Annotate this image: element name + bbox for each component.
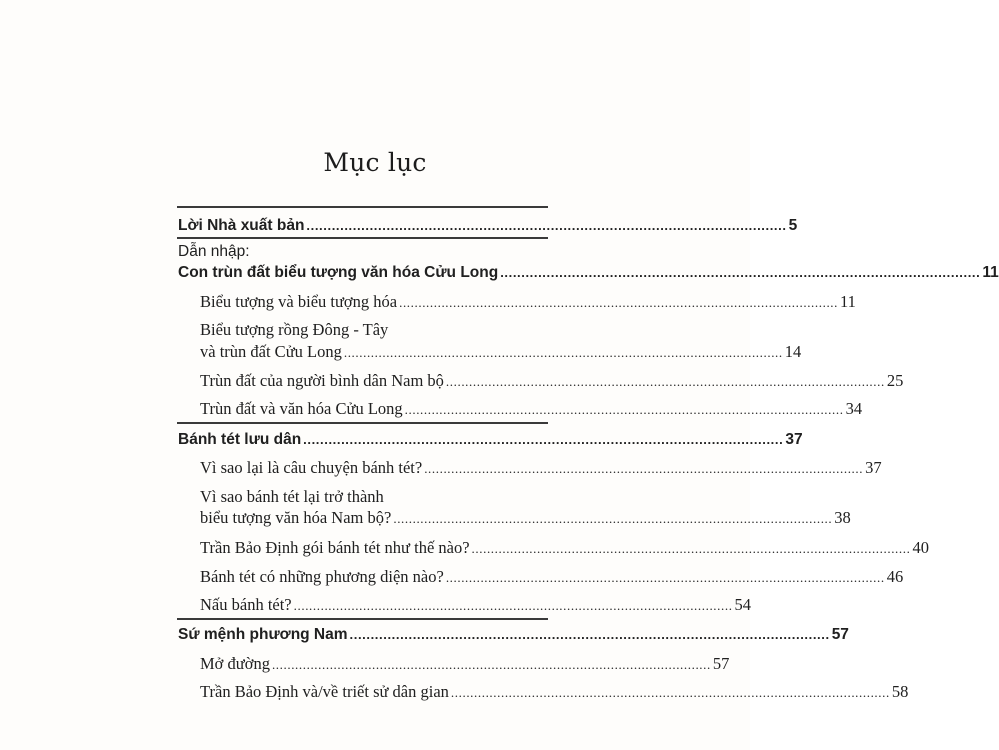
toc-entry-vi-sao-banh-tet[interactable]: [200, 458, 882, 477]
toc-entry-label: Trần Bảo Định và/về triết sử dân gian: [200, 682, 449, 701]
toc-entry-mo-duong[interactable]: [200, 654, 730, 673]
dot-leader: ..................................................................................................................: [271, 657, 711, 672]
toc-entry-label: Bánh tét có những phương diện nào?: [200, 567, 444, 586]
toc-entry-page: 54: [734, 595, 752, 614]
toc-entry-first-line: Vì sao bánh tét lại trở thành: [200, 487, 384, 506]
toc-entry-con-trun-dat[interactable]: [178, 264, 999, 281]
toc-entry-phuong-dien[interactable]: [200, 567, 904, 586]
divider-rule: [177, 618, 548, 620]
toc-entry-label: Mở đường: [200, 654, 270, 673]
dot-leader: ..................................................................................................................: [424, 461, 864, 476]
dot-leader: ..................................................................................................................: [450, 685, 890, 700]
toc-entry-page: 25: [886, 371, 904, 390]
dot-leader: ..................................................................................................................: [343, 345, 783, 360]
dot-leader: ..................................................................................................................: [471, 541, 911, 556]
toc-entry-label: Sứ mệnh phương Nam: [178, 626, 348, 643]
toc-entry-page: 57: [712, 654, 730, 673]
toc-entry-bieu-tuong-nam-bo[interactable]: [200, 508, 851, 527]
toc-entry-rong-dong-tay[interactable]: [200, 342, 802, 361]
toc-entry-page: 38: [834, 508, 851, 527]
dot-leader: ..................................................................................................................: [303, 432, 784, 447]
toc-entry-su-menh-phuong-nam[interactable]: [178, 626, 849, 643]
toc-entry-triet-su-dan-gian[interactable]: [200, 682, 909, 701]
toc-entry-label: và trùn đất Cửu Long: [200, 342, 342, 361]
toc-entry-label: Bánh tét lưu dân: [178, 431, 302, 448]
toc-entry-publisher-note[interactable]: [178, 217, 798, 234]
toc-entry-label: Lời Nhà xuất bản: [178, 217, 305, 234]
toc-entry-bieu-tuong[interactable]: [200, 292, 856, 311]
toc-entry-label: Vì sao lại là câu chuyện bánh tét?: [200, 458, 423, 477]
dot-leader: ..................................................................................................................: [445, 374, 885, 389]
toc-entry-page: 46: [886, 567, 904, 586]
dot-leader: ..................................................................................................................: [404, 402, 844, 417]
divider-rule: [177, 206, 548, 208]
toc-entry-goi-banh-tet[interactable]: [200, 538, 929, 557]
toc-entry-page: 5: [788, 217, 798, 234]
toc-entry-banh-tet-luu-dan[interactable]: [178, 431, 803, 448]
toc-entry-label: Con trùn đất biểu tượng văn hóa Cửu Long: [178, 264, 499, 281]
toc-entry-page: 37: [785, 431, 803, 448]
dot-leader: ..................................................................................................................: [445, 570, 885, 585]
dot-leader: ..................................................................................................................: [399, 295, 839, 310]
toc-entry-page: 58: [891, 682, 909, 701]
toc-entry-label: Nấu bánh tét?: [200, 595, 292, 614]
dot-leader: ..................................................................................................................: [293, 598, 733, 613]
toc-entry-page: 14: [784, 342, 802, 361]
toc-entry-first-line: Biểu tượng rồng Đông - Tây: [200, 320, 389, 339]
toc-entry-page: 34: [845, 399, 863, 418]
toc-entry-page: 11: [840, 292, 856, 311]
divider-rule: [177, 422, 548, 424]
toc-entry-label: Trùn đất của người bình dân Nam bộ: [200, 371, 444, 390]
divider-rule: [177, 237, 548, 239]
page-title: Mục lục: [323, 148, 427, 177]
toc-entry-page: 11: [982, 264, 999, 281]
toc-entry-label: Trùn đất và văn hóa Cửu Long: [200, 399, 403, 418]
toc-entry-van-hoa-cuu-long[interactable]: [200, 399, 863, 418]
toc-entry-nau-banh-tet[interactable]: [200, 595, 752, 614]
toc-section-prefix: Dẫn nhập:: [178, 243, 250, 260]
toc-entry-label: biểu tượng văn hóa Nam bộ?: [200, 508, 392, 527]
toc-entry-page: 57: [831, 626, 849, 643]
toc-entry-label: Trần Bảo Định gói bánh tét như thế nào?: [200, 538, 470, 557]
dot-leader: ..................................................................................................................: [306, 218, 787, 233]
dot-leader: ..................................................................................................................: [349, 627, 830, 642]
toc-entry-label: Biểu tượng và biểu tượng hóa: [200, 292, 398, 311]
toc-entry-page: 37: [865, 458, 882, 477]
toc-entry-page: 40: [912, 538, 929, 557]
dot-leader: ..................................................................................................................: [393, 511, 833, 526]
dot-leader: ..................................................................................................................: [500, 265, 981, 280]
toc-entry-nguoi-binh-dan[interactable]: [200, 371, 904, 390]
